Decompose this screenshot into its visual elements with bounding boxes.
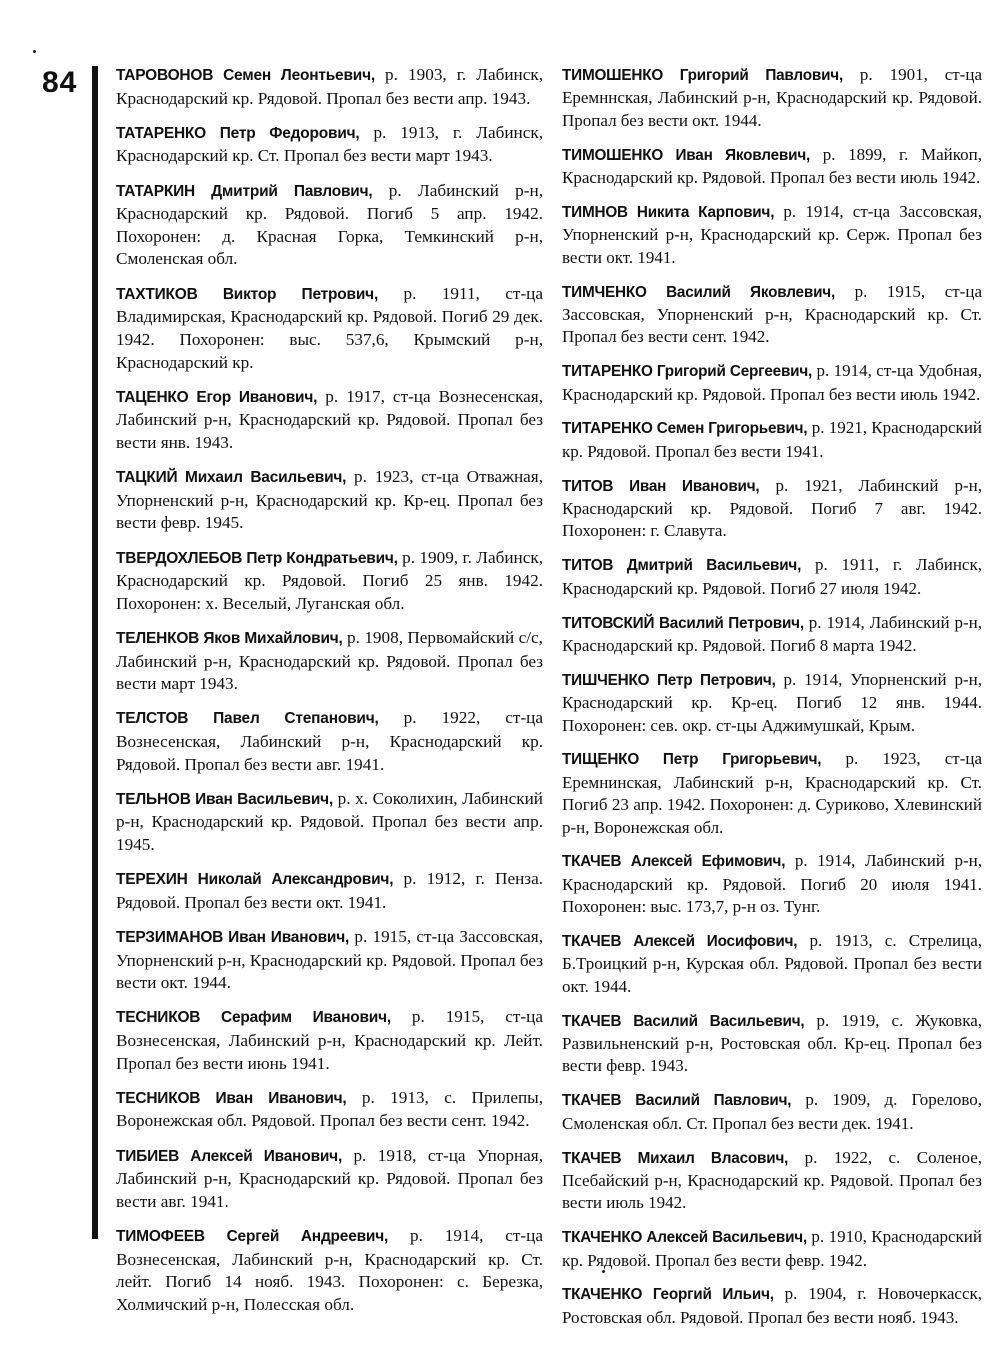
entry-details: р. х. Соколихин, Лабинский р-н, Краснодарский кр. Рядовой. Пропал без вести апр. 1945. <box>116 788 544 855</box>
register-entry <box>116 788 543 857</box>
register-entry <box>116 180 543 272</box>
entry-name: ТИМОШЕНКО Иван Яковлевич, <box>562 146 811 164</box>
register-entry <box>116 926 543 995</box>
entry-name: ТЕРЗИМАНОВ Иван Иванович, <box>116 929 350 946</box>
entry-name: ТИМОФЕЕВ Сергей Андреевич, <box>116 1228 389 1246</box>
margin-rule <box>92 66 98 1239</box>
left-column <box>116 64 543 1328</box>
entry-details: р. 1915, ст-ца Зассовская, Упорненский р-н, Краснодарский кр. Ст. Пропал без вести сент. 1942. <box>562 281 982 347</box>
register-entry <box>116 283 543 375</box>
entry-name: ТЕЛСТОВ Павел Степанович, <box>116 710 379 728</box>
entry-details: р. 1921, Краснодарский кр. Рядовой. Пропал без вести 1941. <box>562 418 983 461</box>
entry-name: ТИЩЕНКО Петр Григорьевич, <box>562 751 822 769</box>
entry-details: р. 1921, Лабинский р-н, Краснодарский кр. Рядовой. Погиб 7 авг. 1942. Похоронен: г. Славута. <box>562 475 982 541</box>
register-entry <box>562 1010 982 1078</box>
entry-name: ТКАЧЕВ Алексей Иосифович, <box>562 933 798 950</box>
scan-speck <box>33 50 36 53</box>
entry-name: ТЕРЕХИН Николай Александрович, <box>116 871 394 889</box>
entry-name: ТКАЧЕВ Василий Васильевич, <box>562 1012 805 1030</box>
entry-details: р. 1904, г. Новочеркасск, Ростовская обл. Рядовой. Пропал без вести нояб. 1943. <box>562 1284 982 1327</box>
register-entry <box>562 360 982 406</box>
entry-name: ТКАЧЕВ Михаил Власович, <box>562 1149 789 1167</box>
entry-details: р. 1922, с. Соленое, Псебайский р-н, Краснодарский кр. Рядовой. Пропал без вести июль 1942. <box>562 1147 982 1213</box>
entry-details: р. 1909, г. Лабинск, Краснодарский кр. Рядовой. Погиб 25 янв. 1942. Похоронен: х. Веселый, Луганская обл. <box>116 547 543 613</box>
entry-details: р. 1922, ст-ца Вознесенская, Лабинский р-н, Краснодарский кр. Рядовой. Пропал без вести авг. 1941. <box>116 708 543 774</box>
entry-name: ТИТОВ Дмитрий Васильевич, <box>562 557 802 575</box>
entry-details: р. 1908, Первомайский с/с, Лабинский р-н, Краснодарский кр. Рядовой. Пропал без вести март 1943. <box>116 627 543 694</box>
register-entry <box>562 64 982 132</box>
entry-name: ТКАЧЕНКО Георгий Ильич, <box>562 1286 774 1304</box>
register-entry <box>116 1087 543 1133</box>
entry-details: р. 1899, г. Майкоп, Краснодарский кр. Рядовой. Пропал без вести июль 1942. <box>562 144 982 187</box>
register-entry <box>116 64 543 110</box>
page-number: 84 <box>42 66 78 99</box>
entry-name: ТИМОШЕНКО Григорий Павлович, <box>562 67 844 84</box>
entry-name: ТАХТИКОВ Виктор Петрович, <box>116 285 379 303</box>
register-entry <box>562 1089 982 1135</box>
entry-name: ТИШЧЕНКО Петр Петрович, <box>562 671 776 689</box>
entry-details: р. 1912, г. Пенза. Рядовой. Пропал без вести окт. 1941. <box>116 869 543 912</box>
entry-name: ТЕСНИКОВ Серафим Иванович, <box>116 1009 391 1027</box>
entry-details: р. 1914, Лабинский р-н, Краснодарский кр. Рядовой. Погиб 8 марта 1942. <box>562 612 982 655</box>
entry-name: ТКАЧЕВ Алексей Ефимович, <box>562 853 786 871</box>
entry-details: р. 1923, ст-ца Отважная, Упорненский р-н, Краснодарский кр. Кр-ец. Пропал без вести февр. 1945. <box>116 467 543 533</box>
entry-details: р. 1915, ст-ца Вознесенская, Лабинский р-н, Краснодарский кр. Лейт. Пропал без вести июнь 1941. <box>116 1007 543 1073</box>
entry-name: ТЕЛЬНОВ Иван Васильевич, <box>116 790 334 808</box>
entry-details: р. 1901, ст-ца Еремннская, Лабинский р-н, Краснодарский кр. Рядовой. Пропал без вести окт. 1944. <box>562 65 982 130</box>
entry-details: р. 1911, ст-ца Владимирская, Краснодарский кр. Рядовой. Погиб 29 дек. 1942. Похоронен: выс. 537,6, Крымский р-н, Краснодарский кр. <box>116 283 543 372</box>
register-entry <box>562 201 982 269</box>
entry-name: ТАЦКИЙ Михаил Васильевич, <box>116 469 347 487</box>
entry-name: ТАЦЕНКО Егор Иванович, <box>116 388 318 406</box>
register-entry <box>562 281 982 349</box>
register-entry <box>562 1147 982 1215</box>
entry-name: ТВЕРДОХЛЕБОВ Петр Кондратьевич, <box>116 549 398 567</box>
entry-details: р. 1918, ст-ца Упорная, Лабинский р-н, Краснодарский кр. Рядовой. Пропал без вести авг. 1941. <box>116 1145 543 1211</box>
register-entry <box>116 627 543 696</box>
entry-details: р. 1914, Лабинский р-н, Краснодарский кр. Рядовой. Погиб 20 июля 1941. Похоронен: выс. 173,7, р-н оз. Тунг. <box>562 851 982 917</box>
register-entry <box>116 386 543 455</box>
entry-details: р. 1903, г. Лабинск, Краснодарский кр. Рядовой. Пропал без вести апр. 1943. <box>116 65 544 108</box>
entry-name: ТКАЧЕВ Василий Павлович, <box>562 1092 792 1110</box>
entry-name: ТЕСНИКОВ Иван Иванович, <box>116 1089 347 1107</box>
entry-details: р. 1914, ст-ца Вознесенская, Лабинский р-н, Краснодарский кр. Ст. лейт. Погиб 14 нояб. 1943. Похоронен: с. Березка, Холмичский р-н, Полесская обл. <box>116 1226 543 1314</box>
register-entry <box>116 547 543 616</box>
entry-name: ТАТАРЕНКО Петр Федорович, <box>116 124 360 142</box>
entry-name: ТАТАРКИН Дмитрий Павлович, <box>116 182 373 200</box>
register-entry <box>562 850 982 918</box>
entry-name: ТИБИЕВ Алексей Иванович, <box>116 1147 343 1165</box>
register-entry <box>116 707 543 776</box>
entry-name: ТИТАРЕНКО Григорий Сергеевич, <box>562 363 813 381</box>
register-entry <box>116 1225 543 1317</box>
register-entry <box>562 554 982 600</box>
register-entry <box>562 669 982 737</box>
entry-details: р. 1923, ст-ца Еремнинская, Лабинский р-н, Краснодарский кр. Ст. Погиб 23 апр. 1942. Похоронен: д. Суриково, Хлевинский р-н, Воронежская обл. <box>562 749 982 837</box>
register-entry <box>562 1226 982 1272</box>
register-entry <box>562 417 982 463</box>
entry-details: р. 1911, г. Лабинск, Краснодарский кр. Рядовой. Погиб 27 июля 1942. <box>562 555 982 598</box>
right-column <box>562 64 982 1341</box>
entry-details: р. 1919, с. Жуковка, Развильненский р-н, Ростовская обл. Кр-ец. Пропал без вести февр. 1943. <box>562 1010 982 1076</box>
register-entry <box>562 1283 982 1329</box>
entry-details: р. 1910, Краснодарский кр. Рядовой. Пропал без вести февр. 1942. <box>562 1227 983 1270</box>
entry-name: ТИТОВСКИЙ Василий Петрович, <box>562 614 804 632</box>
entry-details: р. Лабинский р-н, Краснодарский кр. Рядовой. Погиб 5 апр. 1942. Похоронен: д. Красная Горка, Темкинский р-н, Смоленская обл. <box>116 180 543 269</box>
entry-name: ТИМНОВ Никита Карпович, <box>562 203 775 221</box>
entry-details: р. 1913, с. Прилепы, Воронежская обл. Рядовой. Пропал без вести сент. 1942. <box>116 1087 543 1131</box>
entry-name: ТИТАРЕНКО Семен Григорьевич, <box>562 420 808 438</box>
entry-details: р. 1909, д. Горелово, Смоленская обл. Ст. Пропал без вести дек. 1941. <box>562 1090 982 1133</box>
entry-name: ТИТОВ Иван Иванович, <box>562 477 760 495</box>
register-entry <box>562 475 982 543</box>
entry-details: р. 1915, ст-ца Зассовская, Упорненский р-н, Краснодарский кр. Рядовой. Пропал без вести окт. 1944. <box>116 927 543 993</box>
entry-details: р. 1913, с. Стрелица, Б.Троицкий р-н, Курская обл. Рядовой. Пропал без вести окт. 1944. <box>562 931 982 996</box>
register-entry <box>116 122 543 168</box>
register-entry <box>562 748 982 839</box>
entry-details: р. 1913, г. Лабинск, Краснодарский кр. Ст. Пропал без вести март 1943. <box>116 122 543 166</box>
register-entry <box>562 612 982 658</box>
register-entry <box>116 1006 543 1075</box>
entry-details: р. 1917, ст-ца Вознесенская, Лабинский р-н, Краснодарский кр. Рядовой. Пропал без вести янв. 1943. <box>116 386 544 452</box>
entry-name: ТАРОВОНОВ Семен Леонтьевич, <box>116 67 375 84</box>
entry-name: ТИМЧЕНКО Василий Яковлевич, <box>562 283 835 301</box>
register-entry <box>116 868 543 914</box>
entry-details: р. 1914, ст-ца Зассовская, Упорненский р-н, Краснодарский кр. Серж. Пропал без вести окт. 1941. <box>562 201 982 267</box>
entry-name: ТКАЧЕНКО Алексей Васильевич, <box>562 1229 808 1247</box>
register-entry <box>562 144 982 190</box>
entry-name: ТЕЛЕНКОВ Яков Михайлович, <box>116 629 343 647</box>
entry-details: р. 1914, ст-ца Удобная, Краснодарский кр. Рядовой. Пропал без вести июль 1942. <box>562 361 982 404</box>
entry-details: р. 1914, Упорненский р-н, Краснодарский кр. Кр-ец. Погиб 12 янв. 1944. Похоронен: сев. окр. ст-цы Аджимушкай, Крым. <box>562 669 982 735</box>
register-entry <box>562 930 982 998</box>
register-entry <box>116 1145 543 1214</box>
register-entry <box>116 466 543 535</box>
